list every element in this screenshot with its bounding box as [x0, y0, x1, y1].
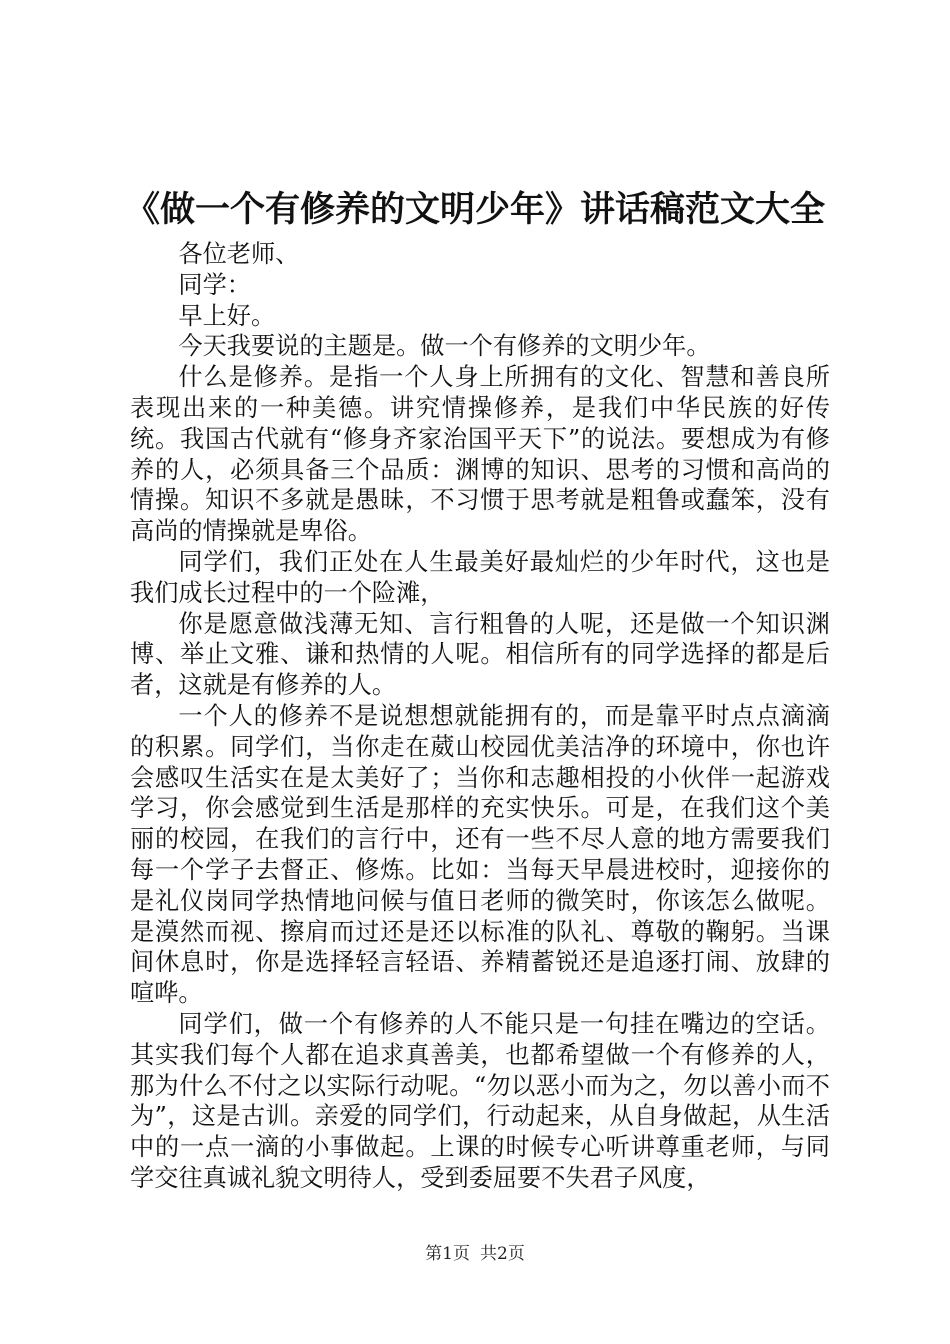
page-number: 第1页: [425, 1244, 470, 1264]
paragraph-call-to-action: 同学们，做一个有修养的人不能只是一句挂在嘴边的空话。其实我们每个人都在追求真善美，也都希望做一个有修养的人，那为什么不付之以实际行动呢。“勿以恶小而为之，勿以善小而不为”，这是古训。亲爱的同学们，行动起来，从自身做起，从生活中的一点一滴的小事做起。上课的时候专心听讲尊重老师，与同学交往真诚礼貌文明待人，受到委屈要不失君子风度，: [130, 1009, 830, 1192]
page-footer: [0, 1243, 950, 1265]
paragraph-greeting-teachers: 各位老师、: [178, 240, 300, 268]
paragraph-youth-time: 同学们，我们正处在人生最美好最灿烂的少年时代，这也是我们成长过程中的一个险滩，: [130, 547, 830, 607]
document-body: [130, 239, 830, 1194]
paragraph-what-is-cultivation: 什么是修养。是指一个人身上所拥有的文化、智慧和善良所表现出来的一种美德。讲究情操修养，是我们中华民族的好传统。我国古代就有“修身齐家治国平天下”的说法。要想成为有修养的人，必须具备三个品质：渊博的知识、思考的习惯和高尚的情操。知识不多就是愚昧，不习惯于思考就是粗鲁或蠢笨，没有高尚的情操就是卑俗。: [130, 363, 830, 546]
paragraph-good-morning: 早上好。: [178, 301, 276, 330]
paragraph-choice: 你是愿意做浅薄无知、言行粗鲁的人呢，还是做一个知识渊博、举止文雅、谦和热情的人呢。相信所有的同学选择的都是后者，这就是有修养的人。: [130, 609, 830, 700]
paragraph-topic: 今天我要说的主题是。做一个有修养的文明少年。: [178, 332, 711, 361]
paragraph-greeting-students: 同学：: [178, 270, 251, 299]
document-title: 《做一个有修养的文明少年》讲话稿范文大全: [124, 190, 825, 230]
paragraph-accumulation: 一个人的修养不是说想想就能拥有的，而是靠平时点点滴滴的积累。同学们，当你走在葳山校园优美洁净的环境中，你也许会感叹生活实在是太美好了；当你和志趣相投的小伙伴一起游戏学习，你会感觉到生活是那样的充实快乐。可是，在我们这个美丽的校园，在我们的言行中，还有一些不尽人意的地方需要我们每一个学子去督正、修炼。比如：当每天早晨进校时，迎接你的是礼仪岗同学热情地问候与值日老师的微笑时，你该怎么做呢。是漠然而视、擦肩而过还是还以标准的队礼、尊敬的鞠躬。当课间休息时，你是选择轻言轻语、养精蓄锐还是追逐打闹、放肆的喧哗。: [130, 701, 830, 1008]
page-total: 共2页: [480, 1244, 525, 1264]
